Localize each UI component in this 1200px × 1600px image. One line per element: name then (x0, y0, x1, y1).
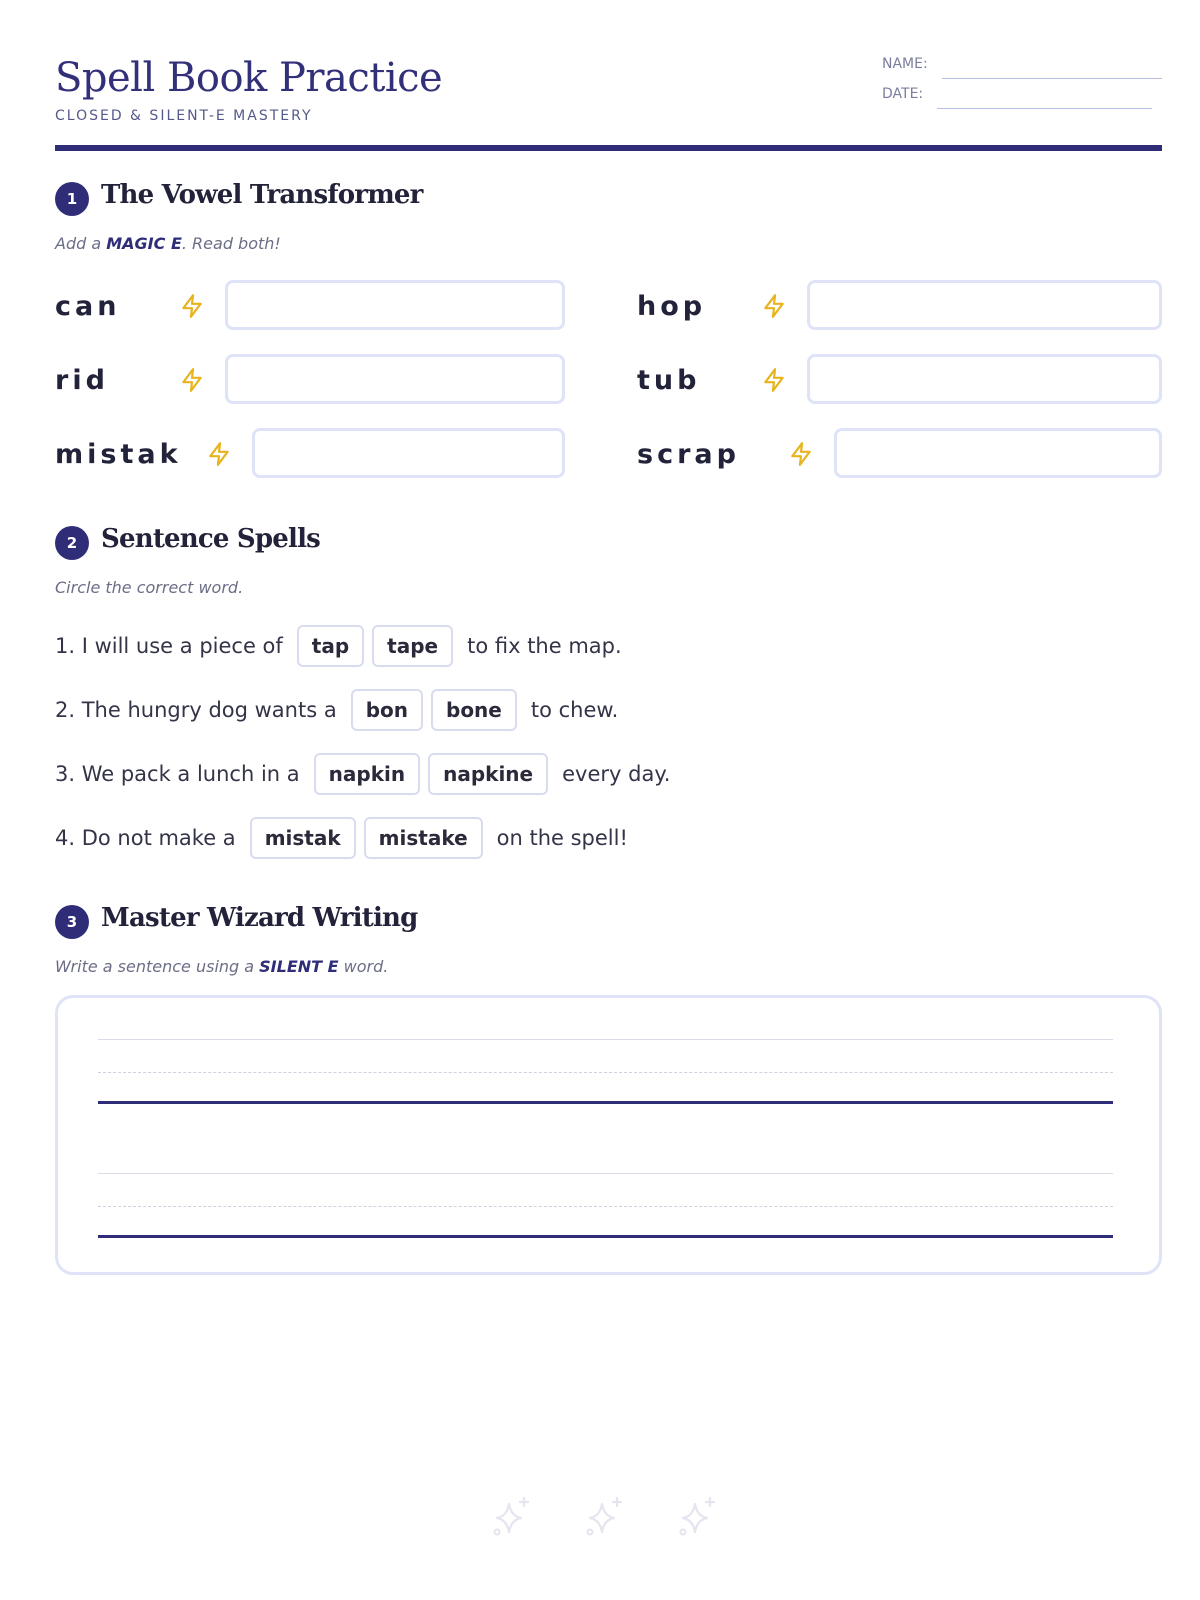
writing-top-line (98, 1173, 1113, 1174)
lightning-bolt-icon (761, 367, 787, 393)
answer-box[interactable] (834, 428, 1162, 478)
answer-box[interactable] (252, 428, 565, 478)
transform-word: can (55, 291, 121, 322)
sentence-row: 3. We pack a lunch in a napkin napkine every day. (55, 752, 670, 796)
word-option[interactable]: tape (372, 625, 453, 667)
word-option[interactable]: mistake (364, 817, 483, 859)
answer-box[interactable] (807, 280, 1162, 330)
page-subtitle: CLOSED & SILENT-E MASTERY (55, 108, 313, 124)
lightning-bolt-icon (761, 293, 787, 319)
sparkle-icon (676, 1495, 718, 1537)
lightning-bolt-icon (788, 441, 814, 467)
section-2-instruction: Circle the correct word. (55, 578, 244, 597)
section-3-number: 3 (55, 905, 89, 939)
sentence-row: 4. Do not make a mistak mistake on the spell! (55, 816, 628, 860)
answer-box[interactable] (225, 280, 565, 330)
section-1-instruction: Add a MAGIC E. Read both! (55, 234, 281, 253)
word-option[interactable]: bon (351, 689, 423, 731)
header-divider (55, 145, 1162, 151)
lightning-bolt-icon (206, 441, 232, 467)
magic-e-highlight: MAGIC E (106, 234, 182, 253)
transform-word: scrap (637, 439, 740, 470)
sentence-row: 2. The hungry dog wants a bon bone to chew. (55, 688, 618, 732)
sparkle-icon (490, 1495, 532, 1537)
answer-box[interactable] (807, 354, 1162, 404)
worksheet (55, 0, 1162, 1600)
name-label: NAME: (882, 56, 928, 72)
writing-base-line (98, 1235, 1113, 1238)
word-option[interactable]: napkin (314, 753, 420, 795)
transform-word: rid (55, 365, 109, 396)
section-2-title: Sentence Spells (101, 524, 320, 554)
writing-area[interactable] (55, 995, 1162, 1275)
sparkle-icon (583, 1495, 625, 1537)
writing-top-line (98, 1039, 1113, 1040)
section-1-title: The Vowel Transformer (101, 180, 423, 210)
page-title: Spell Book Practice (55, 55, 443, 101)
section-3-title: Master Wizard Writing (101, 903, 418, 933)
answer-box[interactable] (225, 354, 565, 404)
date-field[interactable] (937, 108, 1152, 109)
writing-mid-line (98, 1206, 1113, 1207)
writing-mid-line (98, 1072, 1113, 1073)
name-field[interactable] (942, 78, 1162, 79)
silent-e-highlight: SILENT E (259, 957, 339, 976)
section-2-number: 2 (55, 526, 89, 560)
transform-word: mistak (55, 439, 182, 470)
transform-word: tub (637, 365, 701, 396)
section-1-number: 1 (55, 182, 89, 216)
section-3-instruction: Write a sentence using a SILENT E word. (55, 957, 389, 976)
lightning-bolt-icon (179, 367, 205, 393)
word-option[interactable]: napkine (428, 753, 548, 795)
word-option[interactable]: tap (297, 625, 364, 667)
writing-base-line (98, 1101, 1113, 1104)
sentence-row: 1. I will use a piece of tap tape to fix the map. (55, 624, 622, 668)
date-label: DATE: (882, 86, 924, 102)
lightning-bolt-icon (179, 293, 205, 319)
word-option[interactable]: mistak (250, 817, 356, 859)
word-option[interactable]: bone (431, 689, 517, 731)
transform-word: hop (637, 291, 707, 322)
